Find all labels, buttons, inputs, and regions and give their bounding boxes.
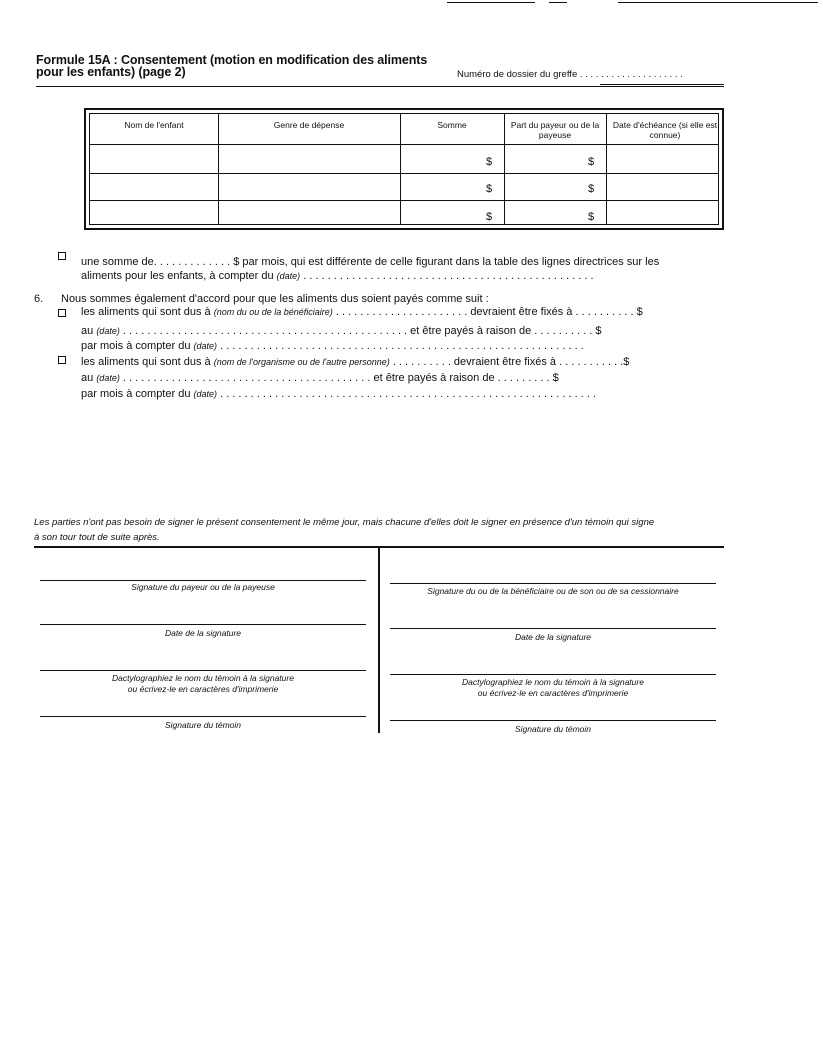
signing-note-line1: Les parties n'ont pas besoin de signer le présent consentement le même jour, mais chacune d'elles doit le signer en présence d'un témoin qui signe: [34, 517, 655, 528]
amount-option-line2-text: aliments pour les enfants, à compter du: [81, 270, 274, 282]
support-option1-per-month-rest: . . . . . . . . . . . . . . . . . . . . . . . . . . . . . . . . . . . . . . . . . . . . . . . . . . . . . . . . . . . .: [220, 340, 584, 352]
amount-option-line1: une somme de. . . . . . . . . . . . . $ par mois, qui est différente de celle figurant dans la table des lignes directrices sur les: [81, 256, 660, 268]
recipient-witness-signature-line[interactable]: [390, 720, 716, 721]
amount-option-checkbox[interactable]: [58, 252, 66, 260]
form-title-line2: pour les enfants) (page 2): [36, 65, 186, 79]
court-file-number-label: Numéro de dossier du greffe . . . . . . . . . . . . . . . . . . . .: [457, 69, 683, 80]
amount-option-dots: . . . . . . . . . . . . . . . . . . . . . . . . . . . . . . . . . . . . . . . . . . . . . . . .: [303, 270, 594, 282]
amount-dollar-sign: $: [486, 156, 493, 168]
col-header-payor-share: Part du payeur ou de la payeuse: [510, 120, 600, 140]
support-option2-prefix: les aliments qui sont dus à: [81, 356, 211, 368]
payor-signature-line[interactable]: [40, 580, 366, 581]
recipient-witness-name-caption-line1: Dactylographiez le nom du témoin à la signature: [462, 677, 644, 687]
col-header-expense-type: Genre de dépense: [273, 120, 345, 130]
support-option2-line2: [81, 372, 559, 384]
support-option1-prefix: les aliments qui sont dus à: [81, 306, 211, 318]
payor-date-line[interactable]: [40, 624, 366, 625]
col-header-due-date: Date d'échéance (si elle est connue): [612, 120, 718, 140]
signature-column-divider: [378, 547, 380, 733]
support-option1-checkbox[interactable]: [58, 309, 66, 317]
amount-dollar-sign: $: [486, 183, 493, 195]
payor-date-caption: Date de la signature: [164, 628, 242, 638]
support-option1-mid: . . . . . . . . . . . . . . . . . . . . . . devraient être fixés à . . . . . . . . . . $: [335, 306, 643, 318]
support-option2-au: au: [81, 372, 94, 384]
payor-witness-name-caption-line1: Dactylographiez le nom du témoin à la signature: [112, 673, 294, 683]
support-option2-start-date-hint: (date): [193, 389, 218, 399]
support-option1-line3: [81, 340, 584, 352]
recipient-date-caption: Date de la signature: [514, 632, 592, 642]
col-header-child-name: Nom de l'enfant: [124, 120, 184, 130]
amount-option-line2: [81, 270, 594, 282]
recipient-signature-line[interactable]: [390, 583, 716, 584]
support-option1-per-month: par mois à compter du: [81, 340, 191, 352]
form-title: [36, 54, 427, 78]
header-rule: [36, 86, 724, 87]
scan-mark: [447, 2, 535, 3]
support-option2-recipient-hint: (nom de l'organisme ou de l'autre personne): [213, 357, 390, 367]
payor-witness-signature-line[interactable]: [40, 716, 366, 717]
support-option2-checkbox[interactable]: [58, 356, 66, 364]
share-dollar-sign: $: [588, 183, 595, 195]
payor-witness-name-caption: [40, 673, 366, 695]
recipient-witness-name-caption-line2: ou écrivez-le en caractères d'imprimerie: [477, 688, 629, 698]
payor-witness-signature-caption: Signature du témoin: [164, 720, 242, 730]
support-option2-line3: [81, 388, 596, 400]
table-header-divider: [90, 144, 718, 145]
table-row-divider: [90, 200, 718, 201]
amount-option-date-hint: (date): [276, 271, 301, 281]
support-option1-au-rest: . . . . . . . . . . . . . . . . . . . . . . . . . . . . . . . . . . . . . . . . . . . . . . . et être payés à raison de . . . . . . . . . . $: [122, 325, 602, 337]
support-option2-au-rest: . . . . . . . . . . . . . . . . . . . . . . . . . . . . . . . . . . . . . . . . . et être payés à raison de . . . . . . . . . $: [122, 372, 559, 384]
support-option2-per-month: par mois à compter du: [81, 388, 191, 400]
support-option2-date-hint: (date): [96, 373, 120, 383]
support-option1-line2: [81, 325, 602, 337]
support-option1-line1: [81, 306, 643, 318]
table-col-divider: [504, 114, 505, 224]
signing-note: [34, 515, 734, 545]
share-dollar-sign: $: [588, 156, 595, 168]
section6-number: 6.: [34, 293, 44, 305]
recipient-witness-signature-caption: Signature du témoin: [514, 724, 592, 734]
share-dollar-sign: $: [588, 211, 595, 223]
expense-table-inner: [89, 113, 719, 225]
signing-note-line2: à son tour tout de suite après.: [34, 532, 160, 543]
support-option1-date-hint: (date): [96, 326, 120, 336]
expense-table: [84, 108, 724, 230]
amount-dollar-sign: $: [486, 211, 493, 223]
payor-witness-name-line[interactable]: [40, 670, 366, 671]
payor-signature-caption: Signature du payeur ou de la payeuse: [131, 582, 275, 592]
recipient-witness-name-line[interactable]: [390, 674, 716, 675]
table-col-divider: [400, 114, 401, 224]
form-title-line1: Formule 15A : Consentement (motion en modification des aliments: [36, 53, 428, 67]
recipient-signature-caption: Signature du ou de la bénéficiaire ou de son ou de sa cessionnaire: [427, 586, 679, 596]
section6-intro: Nous sommes également d'accord pour que les aliments dus soient payés comme suit :: [61, 293, 489, 305]
table-col-divider: [218, 114, 219, 224]
support-option1-recipient-hint: (nom du ou de la bénéficiaire): [213, 307, 333, 317]
table-col-divider: [606, 114, 607, 224]
recipient-date-line[interactable]: [390, 628, 716, 629]
support-option1-start-date-hint: (date): [193, 341, 218, 351]
support-option2-per-month-rest: . . . . . . . . . . . . . . . . . . . . . . . . . . . . . . . . . . . . . . . . . . . . . . . . . . . . . . . . . . . . . .: [220, 388, 596, 400]
support-option2-line1: [81, 356, 629, 368]
scan-mark: [549, 2, 567, 3]
payor-witness-name-caption-line2: ou écrivez-le en caractères d'imprimerie: [127, 684, 279, 694]
support-option1-au: au: [81, 325, 94, 337]
support-option2-mid: . . . . . . . . . . devraient être fixés à . . . . . . . . . . .$: [392, 356, 630, 368]
table-row-divider: [90, 173, 718, 174]
col-header-amount: Somme: [437, 120, 467, 130]
scan-mark: [618, 2, 818, 3]
recipient-witness-name-caption: [390, 677, 716, 699]
court-file-rule: [600, 84, 724, 85]
